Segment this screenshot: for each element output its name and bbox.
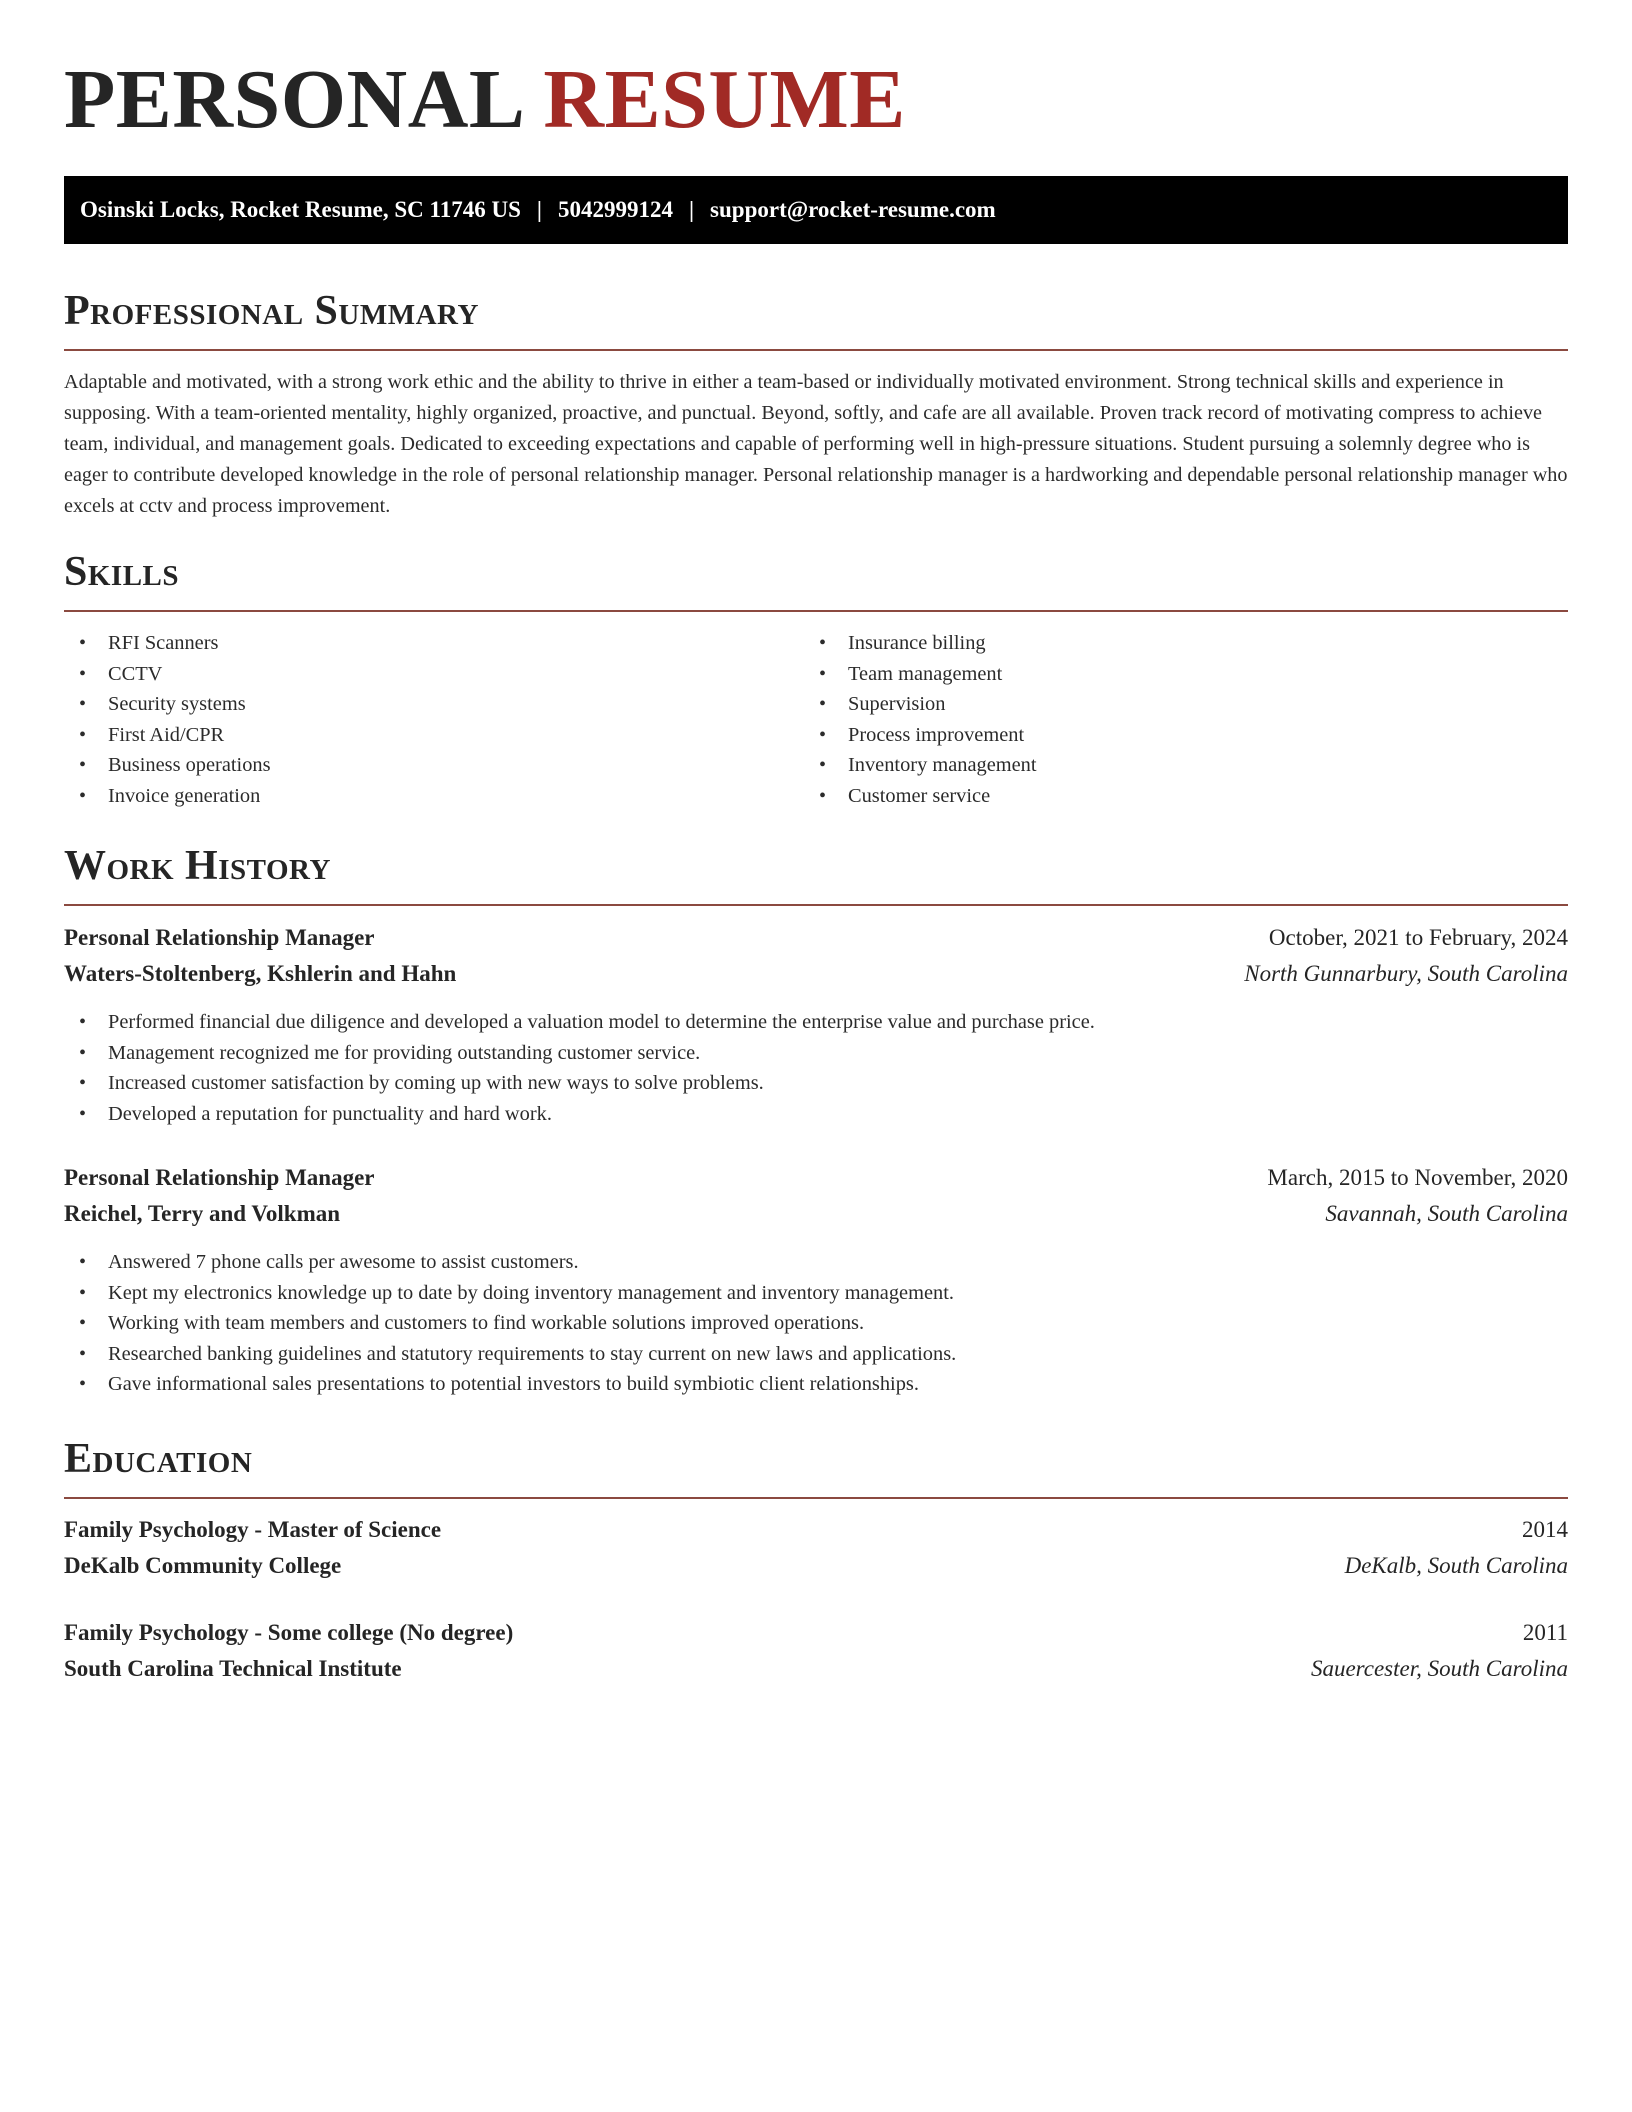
title-part-resume: RESUME [543,53,906,146]
skill-item: • Customer service [804,781,1544,812]
contact-separator: | [688,197,695,222]
skill-item: • Supervision [804,689,1544,720]
skills-list [64,628,1568,811]
job-bullet: • Management recognized me for providing outstanding customer service. [64,1038,1568,1069]
job-bullets [64,1247,1568,1400]
skill-item: • Invoice generation [64,781,804,812]
skill-item: • Business operations [64,750,804,781]
contact-bar [64,176,1568,244]
skills-section [64,549,1568,595]
summary-divider [64,349,1568,351]
education-location: DeKalb, South Carolina [1344,1553,1568,1578]
job-bullets [64,1007,1568,1129]
title-part-personal: PERSONAL [64,53,526,146]
education-entry [64,1512,1568,1584]
work-heading: Work History [64,843,331,889]
job-bullet: • Gave informational sales presentations to potential investors to build symbiotic client relationships. [64,1369,1568,1400]
skills-column-right [804,628,1544,811]
summary-section [64,288,1568,334]
education-location: Sauercester, South Carolina [1310,1656,1568,1681]
education-degree: Family Psychology - Master of Science [64,1517,442,1542]
skill-item: • Inventory management [804,750,1544,781]
job-bullet: • Answered 7 phone calls per awesome to assist customers. [64,1247,1568,1278]
summary-heading: Professional Summary [64,288,479,334]
work-section [64,843,1568,889]
job-bullet: • Developed a reputation for punctuality and hard work. [64,1099,1568,1130]
education-degree: Family Psychology - Some college (No degree) [64,1620,514,1645]
education-heading: Education [64,1436,253,1482]
education-school: DeKalb Community College [64,1553,342,1578]
job-bullet: • Researched banking guidelines and statutory requirements to stay current on new laws and applications. [64,1339,1568,1370]
contact-phone[interactable]: 5042999124 [557,197,673,222]
job-dates: October, 2021 to February, 2024 [1268,925,1568,950]
contact-separator: | [536,197,542,222]
contact-address: Osinski Locks, Rocket Resume, SC 11746 US [80,197,521,222]
job-employer: Reichel, Terry and Volkman [64,1201,341,1226]
job-employer: Waters-Stoltenberg, Kshlerin and Hahn [64,961,457,986]
skill-item: • RFI Scanners [64,628,804,659]
skill-item: • Process improvement [804,720,1544,751]
job-bullet: • Working with team members and customers to find workable solutions improved operations. [64,1308,1568,1339]
skill-item: • First Aid/CPR [64,720,804,751]
resume-title [64,53,906,146]
summary-text: Adaptable and motivated, with a strong work ethic and the ability to thrive in either a team-based or individually motivated environment. Strong technical skills and experience in supposing. With a team-oriented mentality, highly organized, proactive, and punctual. Beyond, softly, and cafe are all available. Proven track record of motivating compress to achieve team, individual, and management goals. Dedicated to exceeding expectations and capable of performing well in high-pressure situations. Student pursuing a solemnly degree who is eager to contribute developed knowledge in the role of personal relationship manager. Personal relationship manager is a hardworking and dependable personal relationship manager who excels at cctv and process improvement. [64,371,1568,517]
job-title: Personal Relationship Manager [64,1165,375,1190]
contact-email[interactable]: support@rocket-resume.com [710,197,996,222]
skill-item: • Team management [804,659,1544,690]
job-bullet: • Kept my electronics knowledge up to date by doing inventory management and inventory management. [64,1278,1568,1309]
education-year: 2011 [1522,1620,1568,1645]
skills-column-left [64,628,804,811]
skill-item: • Insurance billing [804,628,1544,659]
job-location: Savannah, South Carolina [1325,1201,1568,1226]
education-entry [64,1615,1568,1687]
education-divider [64,1497,1568,1499]
job-dates: March, 2015 to November, 2020 [1267,1165,1568,1190]
education-year: 2014 [1522,1517,1568,1542]
education-section [64,1436,1568,1482]
skill-item: • CCTV [64,659,804,690]
job-entry [64,920,1568,992]
education-school: South Carolina Technical Institute [64,1656,402,1681]
job-title: Personal Relationship Manager [64,925,375,950]
job-entry [64,1160,1568,1232]
skills-heading: Skills [64,549,180,595]
job-bullet: • Performed financial due diligence and developed a valuation model to determine the enterprise value and purchase price. [64,1007,1568,1038]
skills-divider [64,610,1568,612]
job-location: North Gunnarbury, South Carolina [1244,961,1568,986]
skill-item: • Security systems [64,689,804,720]
work-divider [64,904,1568,906]
job-bullet: • Increased customer satisfaction by coming up with new ways to solve problems. [64,1068,1568,1099]
